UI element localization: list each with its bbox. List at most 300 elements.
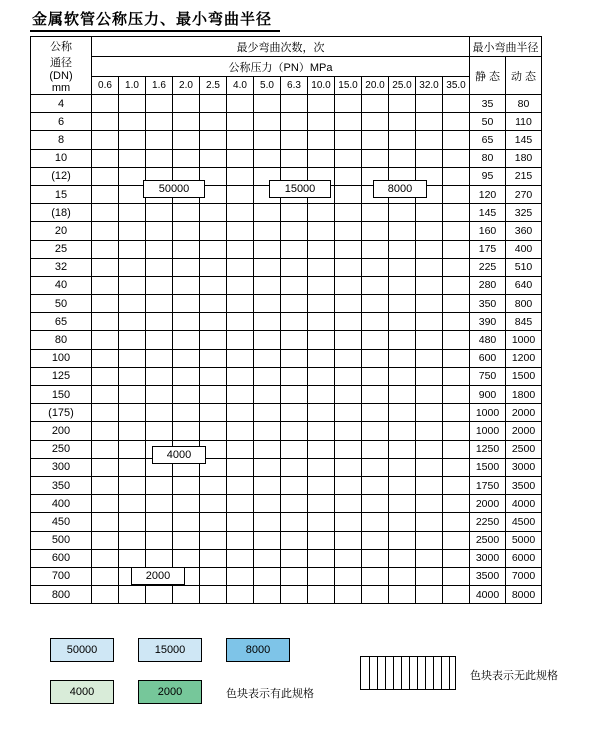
spec-cell	[335, 313, 362, 331]
spec-cell	[308, 113, 335, 131]
spec-cell	[92, 149, 119, 167]
spec-table	[30, 36, 542, 604]
pressure-col-header: 1.0	[119, 77, 146, 95]
spec-cell	[119, 131, 146, 149]
legend-swatch-2000: 2000	[138, 680, 202, 704]
spec-cell	[308, 513, 335, 531]
spec-cell	[416, 113, 443, 131]
spec-cell	[389, 549, 416, 567]
dynamic-radius-value: 180	[506, 149, 542, 167]
pressure-col-header: 35.0	[443, 77, 470, 95]
spec-cell	[254, 367, 281, 385]
spec-cell	[308, 295, 335, 313]
spec-cell	[119, 476, 146, 494]
spec-cell	[119, 349, 146, 367]
spec-cell	[227, 440, 254, 458]
pressure-col-header: 1.6	[146, 77, 173, 95]
spec-cell	[146, 331, 173, 349]
spec-cell	[254, 240, 281, 258]
spec-cell	[254, 513, 281, 531]
spec-cell	[200, 404, 227, 422]
spec-cell	[92, 567, 119, 585]
dn-value: 500	[31, 531, 92, 549]
table-row	[31, 331, 542, 349]
spec-cell	[200, 95, 227, 113]
static-radius-value: 1000	[470, 422, 506, 440]
spec-cell	[254, 204, 281, 222]
dynamic-radius-value: 1200	[506, 349, 542, 367]
spec-cell	[227, 567, 254, 585]
spec-cell	[281, 549, 308, 567]
spec-cell	[335, 422, 362, 440]
spec-cell	[335, 276, 362, 294]
static-radius-value: 2250	[470, 513, 506, 531]
dn-value: 125	[31, 367, 92, 385]
spec-cell	[443, 549, 470, 567]
spec-cell	[281, 567, 308, 585]
spec-cell	[308, 567, 335, 585]
spec-cell	[308, 422, 335, 440]
spec-cell	[335, 440, 362, 458]
spec-cell	[254, 458, 281, 476]
spec-cell	[119, 167, 146, 185]
spec-cell	[443, 422, 470, 440]
chip-15000: 15000	[269, 180, 331, 198]
table-row	[31, 567, 542, 585]
spec-cell	[227, 458, 254, 476]
spec-cell	[119, 549, 146, 567]
spec-cell	[92, 458, 119, 476]
spec-cell	[443, 240, 470, 258]
spec-cell	[92, 476, 119, 494]
dn-value: 40	[31, 276, 92, 294]
spec-cell	[362, 367, 389, 385]
spec-cell	[92, 204, 119, 222]
spec-cell	[416, 276, 443, 294]
spec-cell	[308, 258, 335, 276]
spec-cell	[443, 113, 470, 131]
spec-cell	[173, 331, 200, 349]
spec-cell	[389, 222, 416, 240]
spec-cell	[416, 313, 443, 331]
dynamic-radius-value: 215	[506, 167, 542, 185]
spec-cell	[362, 204, 389, 222]
spec-cell	[416, 367, 443, 385]
spec-cell	[227, 222, 254, 240]
spec-cell	[443, 476, 470, 494]
spec-cell	[281, 349, 308, 367]
spec-cell	[200, 276, 227, 294]
spec-cell	[119, 367, 146, 385]
dn-value: 700	[31, 567, 92, 585]
spec-cell	[200, 386, 227, 404]
spec-cell	[335, 204, 362, 222]
spec-cell	[308, 386, 335, 404]
spec-cell	[254, 149, 281, 167]
spec-cell	[254, 313, 281, 331]
spec-cell	[92, 404, 119, 422]
spec-cell	[335, 458, 362, 476]
spec-cell	[281, 586, 308, 604]
dynamic-radius-value: 845	[506, 313, 542, 331]
spec-cell	[254, 331, 281, 349]
spec-cell	[389, 495, 416, 513]
dynamic-radius-value: 7000	[506, 567, 542, 585]
static-radius-value: 1000	[470, 404, 506, 422]
spec-cell	[92, 531, 119, 549]
spec-cell	[227, 258, 254, 276]
spec-cell	[173, 422, 200, 440]
spec-cell	[389, 149, 416, 167]
spec-cell	[173, 95, 200, 113]
dynamic-radius-value: 110	[506, 113, 542, 131]
dynamic-radius-value: 325	[506, 204, 542, 222]
spec-cell	[362, 386, 389, 404]
spec-cell	[92, 331, 119, 349]
spec-cell	[308, 331, 335, 349]
spec-cell	[362, 476, 389, 494]
spec-cell	[416, 458, 443, 476]
table-row	[31, 513, 542, 531]
legend-color-note: 色块表示有此规格	[226, 688, 314, 700]
spec-cell	[443, 458, 470, 476]
spec-cell	[443, 349, 470, 367]
spec-cell	[308, 204, 335, 222]
spec-cell	[389, 331, 416, 349]
spec-cell	[200, 567, 227, 585]
spec-cell	[389, 422, 416, 440]
static-radius-value: 390	[470, 313, 506, 331]
spec-cell	[119, 586, 146, 604]
spec-cell	[92, 295, 119, 313]
table-row	[31, 549, 542, 567]
spec-cell	[389, 258, 416, 276]
spec-cell	[416, 440, 443, 458]
spec-cell	[281, 386, 308, 404]
spec-cell	[146, 495, 173, 513]
spec-cell	[389, 440, 416, 458]
spec-cell	[281, 258, 308, 276]
spec-cell	[389, 131, 416, 149]
spec-cell	[146, 367, 173, 385]
spec-cell	[443, 313, 470, 331]
dn-value: (18)	[31, 204, 92, 222]
spec-cell	[119, 95, 146, 113]
spec-cell	[146, 586, 173, 604]
chip-50000: 50000	[143, 180, 205, 198]
spec-cell	[308, 495, 335, 513]
table-row	[31, 586, 542, 604]
dynamic-radius-value: 1500	[506, 367, 542, 385]
spec-cell	[173, 586, 200, 604]
static-radius-value: 4000	[470, 586, 506, 604]
legend-swatch-4000: 4000	[50, 680, 114, 704]
spec-cell	[92, 258, 119, 276]
hatch-swatch	[360, 656, 456, 690]
dn-value: (175)	[31, 404, 92, 422]
spec-cell	[308, 131, 335, 149]
spec-cell	[281, 313, 308, 331]
spec-cell	[362, 222, 389, 240]
spec-cell	[200, 113, 227, 131]
spec-cell	[308, 367, 335, 385]
spec-cell	[362, 422, 389, 440]
static-radius-value: 350	[470, 295, 506, 313]
spec-cell	[335, 331, 362, 349]
spec-cell	[146, 476, 173, 494]
spec-cell	[308, 313, 335, 331]
spec-cell	[308, 531, 335, 549]
dn-value: 250	[31, 440, 92, 458]
spec-cell	[254, 295, 281, 313]
dn-value: 150	[31, 386, 92, 404]
spec-cell	[119, 240, 146, 258]
dn-value: 100	[31, 349, 92, 367]
spec-cell	[227, 95, 254, 113]
dn-value: 10	[31, 149, 92, 167]
spec-cell	[200, 549, 227, 567]
table-row	[31, 495, 542, 513]
spec-cell	[119, 495, 146, 513]
spec-cell	[335, 95, 362, 113]
static-radius-value: 600	[470, 349, 506, 367]
spec-cell	[173, 404, 200, 422]
spec-cell	[173, 476, 200, 494]
table-row	[31, 313, 542, 331]
spec-cell	[227, 349, 254, 367]
spec-cell	[416, 295, 443, 313]
spec-cell	[173, 313, 200, 331]
spec-cell	[416, 240, 443, 258]
spec-cell	[146, 422, 173, 440]
static-radius-value: 2000	[470, 495, 506, 513]
table-row	[31, 258, 542, 276]
dn-header-line-4: mm	[51, 81, 71, 94]
spec-cell	[416, 567, 443, 585]
spec-cell	[281, 458, 308, 476]
spec-cell	[227, 167, 254, 185]
spec-cell	[335, 185, 362, 203]
spec-cell	[146, 386, 173, 404]
spec-cell	[308, 476, 335, 494]
spec-cell	[443, 513, 470, 531]
spec-cell	[254, 567, 281, 585]
spec-cell	[92, 222, 119, 240]
spec-cell	[119, 422, 146, 440]
spec-cell	[92, 167, 119, 185]
spec-cell	[416, 531, 443, 549]
spec-cell	[173, 204, 200, 222]
spec-cell	[92, 185, 119, 203]
spec-cell	[200, 586, 227, 604]
spec-cell	[119, 295, 146, 313]
spec-cell	[416, 513, 443, 531]
spec-cell	[281, 495, 308, 513]
table-row	[31, 113, 542, 131]
spec-cell	[362, 95, 389, 113]
dn-value: 450	[31, 513, 92, 531]
spec-cell	[227, 313, 254, 331]
dn-header-line-2: 通径	[50, 56, 72, 69]
min-radius-header: 最小弯曲半径	[470, 37, 542, 57]
spec-cell	[362, 549, 389, 567]
spec-cell	[335, 131, 362, 149]
spec-cell	[335, 349, 362, 367]
dn-value: 200	[31, 422, 92, 440]
dynamic-radius-value: 5000	[506, 531, 542, 549]
spec-cell	[362, 458, 389, 476]
table-row	[31, 386, 542, 404]
spec-cell	[146, 149, 173, 167]
title-underline	[30, 30, 280, 32]
spec-cell	[281, 113, 308, 131]
spec-cell	[227, 276, 254, 294]
spec-cell	[254, 349, 281, 367]
spec-cell	[92, 367, 119, 385]
table-row	[31, 95, 542, 113]
spec-cell	[389, 458, 416, 476]
spec-cell	[119, 113, 146, 131]
spec-cell	[173, 513, 200, 531]
spec-cell	[281, 440, 308, 458]
pressure-col-header: 2.0	[173, 77, 200, 95]
spec-cell	[254, 222, 281, 240]
spec-cell	[281, 95, 308, 113]
dynamic-radius-value: 510	[506, 258, 542, 276]
spec-cell	[119, 149, 146, 167]
spec-cell	[173, 386, 200, 404]
spec-cell	[146, 95, 173, 113]
legend-swatch-8000: 8000	[226, 638, 290, 662]
dynamic-radius-value: 800	[506, 295, 542, 313]
dynamic-radius-value: 360	[506, 222, 542, 240]
static-header: 静 态	[470, 57, 506, 95]
dn-header-line-3: (DN)	[49, 69, 73, 82]
spec-cell	[200, 513, 227, 531]
spec-cell	[416, 495, 443, 513]
table-row	[31, 222, 542, 240]
dn-value: 80	[31, 331, 92, 349]
table-row	[31, 476, 542, 494]
spec-cell	[416, 331, 443, 349]
spec-cell	[389, 95, 416, 113]
spec-cell	[92, 440, 119, 458]
spec-cell	[362, 258, 389, 276]
spec-cell	[389, 404, 416, 422]
dn-value: 20	[31, 222, 92, 240]
spec-cell	[443, 222, 470, 240]
spec-cell	[254, 531, 281, 549]
static-radius-value: 280	[470, 276, 506, 294]
spec-cell	[227, 149, 254, 167]
spec-cell	[146, 240, 173, 258]
spec-cell	[281, 149, 308, 167]
page-title: 金属软管公称压力、最小弯曲半径	[32, 12, 273, 28]
spec-cell	[146, 549, 173, 567]
spec-cell	[92, 549, 119, 567]
static-radius-value: 80	[470, 149, 506, 167]
static-radius-value: 50	[470, 113, 506, 131]
spec-cell	[119, 331, 146, 349]
legend	[30, 636, 570, 716]
spec-cell	[119, 440, 146, 458]
spec-cell	[92, 386, 119, 404]
spec-cell	[335, 113, 362, 131]
spec-cell	[443, 131, 470, 149]
spec-cell	[335, 495, 362, 513]
spec-cell	[362, 295, 389, 313]
static-radius-value: 750	[470, 367, 506, 385]
spec-cell	[416, 549, 443, 567]
bend-count-header: 最少弯曲次数，次	[92, 37, 470, 57]
static-radius-value: 3000	[470, 549, 506, 567]
spec-cell	[389, 240, 416, 258]
dynamic-radius-value: 3500	[506, 476, 542, 494]
spec-cell	[281, 367, 308, 385]
spec-cell	[443, 367, 470, 385]
spec-cell	[254, 495, 281, 513]
spec-cell	[200, 476, 227, 494]
spec-cell	[362, 404, 389, 422]
spec-cell	[416, 149, 443, 167]
dn-value: 350	[31, 476, 92, 494]
spec-cell	[308, 95, 335, 113]
spec-cell	[200, 149, 227, 167]
spec-cell	[227, 422, 254, 440]
spec-cell	[173, 495, 200, 513]
spec-cell	[254, 586, 281, 604]
table-row	[31, 404, 542, 422]
spec-cell	[443, 258, 470, 276]
spec-cell	[335, 167, 362, 185]
spec-cell	[281, 513, 308, 531]
spec-cell	[227, 404, 254, 422]
spec-cell	[308, 222, 335, 240]
spec-cell	[200, 422, 227, 440]
pressure-col-header: 20.0	[362, 77, 389, 95]
dn-value: 15	[31, 185, 92, 203]
spec-cell	[200, 258, 227, 276]
spec-cell	[443, 567, 470, 585]
legend-swatch-50000: 50000	[50, 638, 114, 662]
spec-cell	[335, 586, 362, 604]
spec-cell	[119, 386, 146, 404]
spec-cell	[281, 476, 308, 494]
spec-cell	[362, 331, 389, 349]
spec-cell	[416, 422, 443, 440]
spec-cell	[389, 349, 416, 367]
table-header-row-2	[31, 57, 542, 77]
spec-cell	[362, 567, 389, 585]
static-radius-value: 1750	[470, 476, 506, 494]
dynamic-radius-value: 2500	[506, 440, 542, 458]
spec-cell	[92, 113, 119, 131]
table-row	[31, 440, 542, 458]
spec-cell	[281, 404, 308, 422]
dn-value: 50	[31, 295, 92, 313]
spec-cell	[443, 586, 470, 604]
dn-value: 65	[31, 313, 92, 331]
spec-cell	[443, 276, 470, 294]
spec-cell	[335, 531, 362, 549]
spec-cell	[362, 240, 389, 258]
spec-cell	[173, 258, 200, 276]
spec-cell	[146, 295, 173, 313]
spec-cell	[443, 495, 470, 513]
pressure-col-header: 25.0	[389, 77, 416, 95]
spec-cell	[227, 295, 254, 313]
spec-cell	[92, 131, 119, 149]
